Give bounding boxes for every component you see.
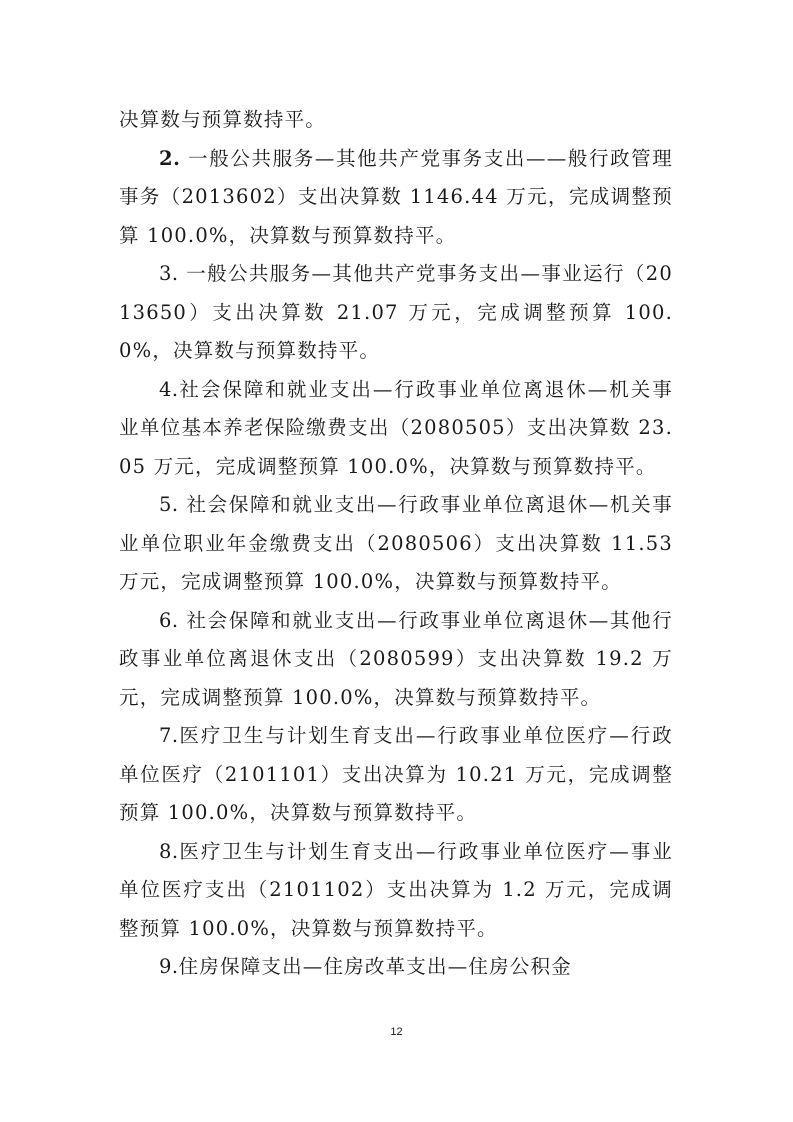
item-number: 5.: [159, 493, 179, 516]
paragraph-item-8: [119, 833, 673, 949]
paragraph-text: 社会保障和就业支出—行政事业单位离退休—其他行政事业单位离退休支出（2080599）支出决算数 19.2 万元，完成调整预算 100.0%，决算数与预算数持平。: [119, 608, 673, 709]
paragraph-item-3: [119, 255, 673, 371]
paragraph-text: 住房保障支出—住房改革支出—住房公积金: [178, 955, 572, 978]
item-number: 3.: [159, 262, 179, 285]
paragraph-text: 一般公共服务—其他共产党事务支出—事业运行（2013650）支出决算数 21.07 万元，完成调整预算 100.0%，决算数与预算数持平。: [119, 262, 673, 362]
item-number: 2.: [159, 146, 181, 170]
item-number: 4.: [159, 377, 179, 401]
paragraph-text: 医疗卫生与计划生育支出—行政事业单位医疗—事业单位医疗支出（2101102）支出决算为 1.2 万元，完成调整预算 100.0%，决算数与预算数持平。: [119, 839, 673, 940]
paragraph-item-2: [119, 140, 673, 256]
body-text: [119, 101, 673, 987]
item-number: 7.: [159, 724, 179, 747]
item-number: 8.: [159, 839, 179, 863]
paragraph-item-6: [119, 602, 673, 718]
paragraph-text: 社会保障和就业支出—行政事业单位离退休—机关事业单位职业年金缴费支出（2080506）支出决算数 11.53 万元，完成调整预算 100.0%，决算数与预算数持平。: [119, 493, 673, 593]
paragraph-item-5: [119, 486, 673, 602]
paragraph-item-9: [119, 948, 673, 987]
item-number: 6.: [159, 608, 179, 632]
item-number: 9.: [159, 955, 179, 978]
paragraph-item-4: [119, 371, 673, 487]
paragraph-text: 社会保障和就业支出—行政事业单位离退休—机关事业单位基本养老保险缴费支出（2080505）支出决算数 23.05 万元，完成调整预算 100.0%，决算数与预算数持平。: [119, 377, 673, 478]
paragraph-item-7: [119, 717, 673, 833]
paragraph-text: 医疗卫生与计划生育支出—行政事业单位医疗—行政单位医疗（2101101）支出决算为 10.21 万元，完成调整预算 100.0%，决算数与预算数持平。: [119, 724, 673, 824]
paragraph-text: 一般公共服务—其他共产党事务支出——般行政管理事务（2013602）支出决算数 1146.44 万元，完成调整预算 100.0%，决算数与预算数持平。: [119, 146, 673, 247]
page-number: 12: [390, 1026, 403, 1038]
paragraph-continuation: [119, 101, 673, 140]
paragraph-text: 决算数与预算数持平。: [119, 108, 327, 131]
